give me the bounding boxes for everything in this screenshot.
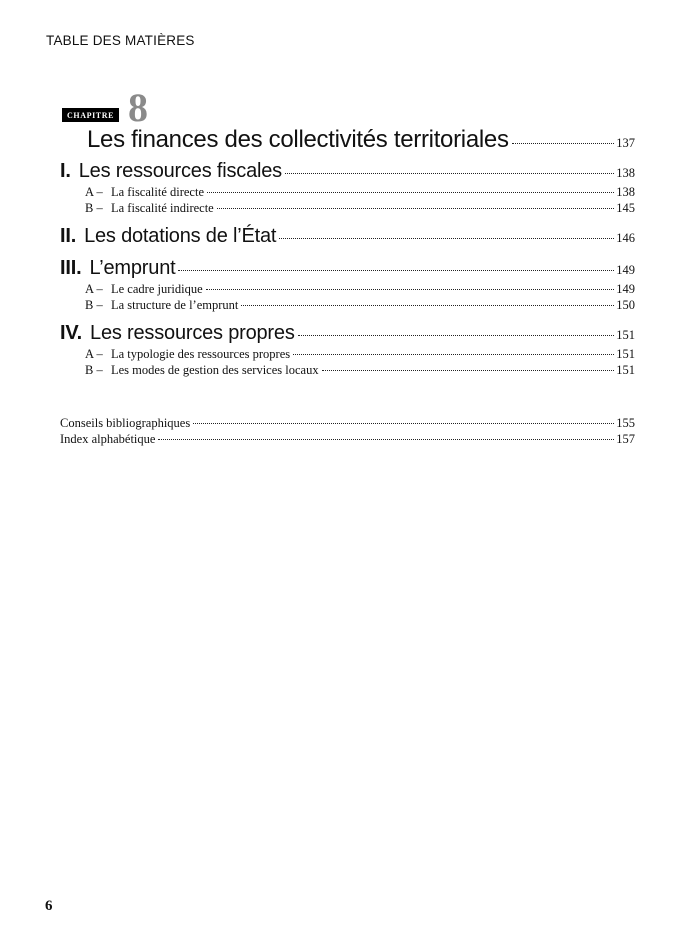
subsection-entry[interactable]	[60, 298, 635, 313]
page-number: 137	[616, 136, 635, 150]
dot-leader	[279, 238, 614, 239]
page-number: 138	[616, 166, 635, 180]
section-title: Les dotations de l’État	[84, 225, 277, 247]
section-entry-1[interactable]	[60, 160, 635, 183]
page-number: 155	[616, 416, 635, 430]
dot-leader	[298, 335, 615, 336]
page-number: 151	[616, 347, 635, 361]
subsection-title: La structure de l’emprunt	[111, 298, 239, 312]
subsection-entry[interactable]	[60, 201, 635, 216]
dot-leader	[241, 305, 614, 306]
section-number: III.	[60, 257, 82, 279]
subsection-letter: A –	[85, 185, 103, 199]
subsection-entry[interactable]	[60, 363, 635, 378]
page-number: 138	[616, 185, 635, 199]
dot-leader	[512, 143, 615, 144]
page-number: 149	[616, 282, 635, 296]
dot-leader	[158, 439, 614, 440]
dot-leader	[178, 270, 614, 271]
section-number: II.	[60, 225, 77, 247]
dot-leader	[217, 208, 615, 209]
chapter-badge: CHAPITRE	[62, 108, 119, 122]
back-matter-entry[interactable]	[60, 432, 635, 447]
subsection-title: Le cadre juridique	[111, 282, 203, 296]
subsection-entry[interactable]	[60, 347, 635, 362]
chapter-title-entry[interactable]	[60, 126, 635, 154]
section-number: I.	[60, 160, 71, 182]
section-number: IV.	[60, 322, 83, 344]
back-matter-entry[interactable]	[60, 416, 635, 431]
subsection-letter: A –	[85, 282, 103, 296]
dot-leader	[322, 370, 615, 371]
chapter-number: 8	[128, 85, 148, 130]
subsection-letter: B –	[85, 298, 103, 312]
subsection-entry[interactable]	[60, 282, 635, 297]
dot-leader	[193, 423, 614, 424]
section-entry-2[interactable]	[60, 225, 635, 248]
back-matter-title: Index alphabétique	[60, 432, 156, 446]
spacer	[60, 378, 635, 416]
subsection-title: La fiscalité indirecte	[111, 201, 214, 215]
table-of-contents	[60, 85, 635, 447]
page-number: 150	[616, 298, 635, 312]
subsection-letter: B –	[85, 201, 103, 215]
section-entry-3[interactable]	[60, 257, 635, 280]
dot-leader	[293, 354, 614, 355]
section-entry-4[interactable]	[60, 322, 635, 345]
dot-leader	[285, 173, 614, 174]
section-title: L’emprunt	[89, 257, 176, 279]
subsection-letter: B –	[85, 363, 103, 377]
page-number: 146	[616, 231, 635, 245]
page-number: 151	[616, 363, 635, 377]
page-number: 149	[616, 263, 635, 277]
running-head: TABLE DES MATIÈRES	[46, 33, 195, 48]
subsection-title: La typologie des ressources propres	[111, 347, 291, 361]
page-number: 145	[616, 201, 635, 215]
dot-leader	[206, 289, 615, 290]
chapter-title: Les finances des collectivités territoriales	[87, 126, 509, 153]
page-number: 151	[616, 328, 635, 342]
subsection-entry[interactable]	[60, 185, 635, 200]
section-title: Les ressources propres	[90, 322, 295, 344]
folio: 6	[45, 898, 53, 914]
subsection-letter: A –	[85, 347, 103, 361]
dot-leader	[207, 192, 614, 193]
subsection-title: Les modes de gestion des services locaux	[111, 363, 319, 377]
subsection-title: La fiscalité directe	[111, 185, 204, 199]
page-number: 157	[616, 432, 635, 446]
section-title: Les ressources fiscales	[78, 160, 282, 182]
chapter-marker	[60, 85, 635, 130]
back-matter-title: Conseils bibliographiques	[60, 416, 191, 430]
